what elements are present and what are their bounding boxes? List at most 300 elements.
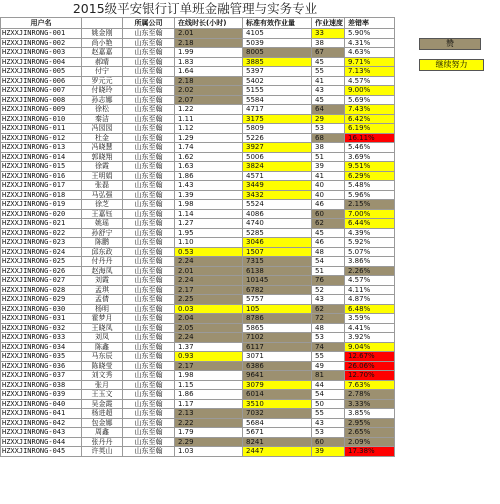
cell-company[interactable]: 山东至翰 [123, 428, 175, 438]
cell-username[interactable]: HZXXJINRONG-015 [1, 162, 82, 172]
cell-error-rate[interactable]: 7.43% [345, 105, 395, 115]
cell-online-hours[interactable]: 2.13 [175, 409, 243, 419]
cell-name[interactable]: 杨进超 [82, 409, 123, 419]
cell-error-rate[interactable]: 4.87% [345, 295, 395, 305]
cell-username[interactable]: HZXXJINRONG-038 [1, 380, 82, 390]
cell-standard-volume[interactable]: 5155 [243, 86, 312, 96]
cell-error-rate[interactable]: 4.57% [345, 276, 395, 286]
cell-standard-volume[interactable]: 3927 [243, 143, 312, 153]
cell-standard-volume[interactable]: 3449 [243, 181, 312, 191]
cell-standard-volume[interactable]: 8241 [243, 437, 312, 447]
cell-error-rate[interactable]: 5.48% [345, 181, 395, 191]
cell-company[interactable]: 山东至翰 [123, 333, 175, 343]
cell-speed[interactable]: 68 [312, 133, 345, 143]
cell-online-hours[interactable]: 2.29 [175, 437, 243, 447]
cell-name[interactable]: 陈鹏 [82, 238, 123, 248]
cell-error-rate[interactable]: 2.26% [345, 266, 395, 276]
cell-username[interactable]: HZXXJINRONG-001 [1, 29, 82, 39]
cell-username[interactable]: HZXXJINRONG-022 [1, 228, 82, 238]
cell-speed[interactable]: 41 [312, 171, 345, 181]
cell-online-hours[interactable]: 1.95 [175, 228, 243, 238]
cell-online-hours[interactable]: 2.24 [175, 276, 243, 286]
cell-name[interactable]: 赵嘉嘉 [82, 48, 123, 58]
cell-company[interactable]: 山东至翰 [123, 190, 175, 200]
cell-company[interactable]: 山东至翰 [123, 57, 175, 67]
cell-company[interactable]: 山东至翰 [123, 76, 175, 86]
cell-standard-volume[interactable]: 7315 [243, 257, 312, 267]
cell-name[interactable]: 姚金刚 [82, 29, 123, 39]
cell-name[interactable]: 刘凤 [82, 333, 123, 343]
cell-username[interactable]: HZXXJINRONG-011 [1, 124, 82, 134]
cell-error-rate[interactable]: 3.85% [345, 409, 395, 419]
cell-standard-volume[interactable]: 9641 [243, 371, 312, 381]
cell-name[interactable]: 孙舒宁 [82, 228, 123, 238]
cell-company[interactable]: 山东至翰 [123, 361, 175, 371]
cell-speed[interactable]: 55 [312, 409, 345, 419]
header-online-hours[interactable]: 在线时长(小时) [175, 18, 243, 29]
cell-company[interactable]: 山东至翰 [123, 447, 175, 457]
cell-online-hours[interactable]: 1.37 [175, 342, 243, 352]
cell-name[interactable]: 马东辰 [82, 352, 123, 362]
cell-error-rate[interactable]: 5.69% [345, 95, 395, 105]
cell-name[interactable]: 冯晓慧 [82, 143, 123, 153]
cell-error-rate[interactable]: 4.31% [345, 38, 395, 48]
cell-name[interactable]: 郭晓翔 [82, 152, 123, 162]
cell-name[interactable]: 尚小艳 [82, 38, 123, 48]
cell-online-hours[interactable]: 1.43 [175, 181, 243, 191]
cell-error-rate[interactable]: 2.65% [345, 428, 395, 438]
cell-error-rate[interactable]: 9.00% [345, 86, 395, 96]
cell-name[interactable]: 刘霞 [82, 276, 123, 286]
cell-standard-volume[interactable]: 1507 [243, 247, 312, 257]
cell-company[interactable]: 山东至翰 [123, 276, 175, 286]
cell-standard-volume[interactable]: 5285 [243, 228, 312, 238]
cell-username[interactable]: HZXXJINRONG-032 [1, 323, 82, 333]
cell-online-hours[interactable]: 2.25 [175, 295, 243, 305]
cell-speed[interactable]: 48 [312, 247, 345, 257]
cell-online-hours[interactable]: 1.62 [175, 152, 243, 162]
cell-standard-volume[interactable]: 4740 [243, 219, 312, 229]
cell-name[interactable]: 孙志娜 [82, 95, 123, 105]
cell-speed[interactable]: 49 [312, 361, 345, 371]
cell-speed[interactable]: 44 [312, 380, 345, 390]
cell-company[interactable]: 山东至翰 [123, 114, 175, 124]
cell-speed[interactable]: 43 [312, 86, 345, 96]
header-company[interactable]: 所属公司 [123, 18, 175, 29]
cell-name[interactable]: 付丹丹 [82, 257, 123, 267]
cell-username[interactable]: HZXXJINRONG-036 [1, 361, 82, 371]
cell-company[interactable]: 山东至翰 [123, 86, 175, 96]
cell-company[interactable]: 山东至翰 [123, 342, 175, 352]
header-username[interactable]: 用户名 [1, 18, 82, 29]
cell-online-hours[interactable]: 1.86 [175, 171, 243, 181]
cell-online-hours[interactable]: 1.63 [175, 162, 243, 172]
cell-username[interactable]: HZXXJINRONG-012 [1, 133, 82, 143]
cell-speed[interactable]: 46 [312, 200, 345, 210]
cell-company[interactable]: 山东至翰 [123, 29, 175, 39]
cell-name[interactable]: 付晓玲 [82, 86, 123, 96]
cell-name[interactable]: 张磊 [82, 181, 123, 191]
cell-name[interactable]: 郝晴 [82, 57, 123, 67]
cell-username[interactable]: HZXXJINRONG-010 [1, 114, 82, 124]
cell-username[interactable]: HZXXJINRONG-028 [1, 285, 82, 295]
cell-name[interactable]: 陈晓莹 [82, 361, 123, 371]
cell-name[interactable]: 许英山 [82, 447, 123, 457]
cell-company[interactable]: 山东至翰 [123, 181, 175, 191]
cell-standard-volume[interactable]: 5402 [243, 76, 312, 86]
cell-online-hours[interactable]: 1.12 [175, 124, 243, 134]
cell-company[interactable]: 山东至翰 [123, 200, 175, 210]
header-name[interactable] [82, 18, 123, 29]
cell-username[interactable]: HZXXJINRONG-037 [1, 371, 82, 381]
cell-name[interactable]: 王明娟 [82, 171, 123, 181]
cell-name[interactable]: 孟倩 [82, 295, 123, 305]
cell-speed[interactable]: 55 [312, 352, 345, 362]
cell-username[interactable]: HZXXJINRONG-029 [1, 295, 82, 305]
cell-error-rate[interactable]: 6.19% [345, 124, 395, 134]
cell-speed[interactable]: 43 [312, 295, 345, 305]
cell-speed[interactable]: 74 [312, 342, 345, 352]
cell-username[interactable]: HZXXJINRONG-040 [1, 399, 82, 409]
cell-online-hours[interactable]: 2.18 [175, 38, 243, 48]
cell-username[interactable]: HZXXJINRONG-009 [1, 105, 82, 115]
cell-company[interactable]: 山东至翰 [123, 390, 175, 400]
cell-standard-volume[interactable]: 7032 [243, 409, 312, 419]
cell-speed[interactable]: 60 [312, 209, 345, 219]
cell-company[interactable]: 山东至翰 [123, 409, 175, 419]
cell-standard-volume[interactable]: 5584 [243, 95, 312, 105]
cell-error-rate[interactable]: 4.11% [345, 285, 395, 295]
cell-company[interactable]: 山东至翰 [123, 437, 175, 447]
cell-standard-volume[interactable]: 5757 [243, 295, 312, 305]
cell-standard-volume[interactable]: 8005 [243, 48, 312, 58]
cell-company[interactable]: 山东至翰 [123, 418, 175, 428]
cell-username[interactable]: HZXXJINRONG-042 [1, 418, 82, 428]
cell-username[interactable]: HZXXJINRONG-021 [1, 219, 82, 229]
cell-company[interactable]: 山东至翰 [123, 209, 175, 219]
cell-username[interactable]: HZXXJINRONG-014 [1, 152, 82, 162]
cell-company[interactable]: 山东至翰 [123, 133, 175, 143]
cell-name[interactable]: 冯园园 [82, 124, 123, 134]
cell-username[interactable]: HZXXJINRONG-008 [1, 95, 82, 105]
cell-error-rate[interactable]: 4.57% [345, 76, 395, 86]
cell-standard-volume[interactable]: 5809 [243, 124, 312, 134]
cell-username[interactable]: HZXXJINRONG-006 [1, 76, 82, 86]
cell-name[interactable]: 徐松 [82, 105, 123, 115]
cell-online-hours[interactable]: 1.14 [175, 209, 243, 219]
cell-online-hours[interactable]: 1.10 [175, 238, 243, 248]
cell-error-rate[interactable]: 4.41% [345, 323, 395, 333]
cell-username[interactable]: HZXXJINRONG-005 [1, 67, 82, 77]
cell-standard-volume[interactable]: 4717 [243, 105, 312, 115]
cell-standard-volume[interactable]: 4105 [243, 29, 312, 39]
cell-name[interactable]: 周鑫 [82, 428, 123, 438]
cell-online-hours[interactable]: 1.64 [175, 67, 243, 77]
cell-standard-volume[interactable]: 5684 [243, 418, 312, 428]
cell-username[interactable]: HZXXJINRONG-016 [1, 171, 82, 181]
cell-online-hours[interactable]: 2.22 [175, 418, 243, 428]
cell-name[interactable]: 徐霞 [82, 162, 123, 172]
cell-online-hours[interactable]: 2.02 [175, 86, 243, 96]
cell-standard-volume[interactable]: 5006 [243, 152, 312, 162]
cell-error-rate[interactable]: 5.92% [345, 238, 395, 248]
cell-name[interactable]: 霍梦月 [82, 314, 123, 324]
cell-standard-volume[interactable]: 6386 [243, 361, 312, 371]
cell-online-hours[interactable]: 1.79 [175, 428, 243, 438]
cell-standard-volume[interactable]: 3824 [243, 162, 312, 172]
cell-standard-volume[interactable]: 5039 [243, 38, 312, 48]
cell-name[interactable]: 邱东政 [82, 247, 123, 257]
cell-standard-volume[interactable]: 3432 [243, 190, 312, 200]
cell-company[interactable]: 山东至翰 [123, 143, 175, 153]
cell-company[interactable]: 山东至翰 [123, 247, 175, 257]
cell-username[interactable]: HZXXJINRONG-026 [1, 266, 82, 276]
cell-online-hours[interactable]: 1.11 [175, 114, 243, 124]
cell-company[interactable]: 山东至翰 [123, 219, 175, 229]
cell-speed[interactable]: 45 [312, 228, 345, 238]
cell-name[interactable]: 张月 [82, 380, 123, 390]
cell-standard-volume[interactable]: 5671 [243, 428, 312, 438]
cell-online-hours[interactable]: 1.29 [175, 133, 243, 143]
cell-company[interactable]: 山东至翰 [123, 323, 175, 333]
cell-speed[interactable]: 67 [312, 48, 345, 58]
cell-company[interactable]: 山东至翰 [123, 238, 175, 248]
cell-error-rate[interactable]: 2.15% [345, 200, 395, 210]
cell-speed[interactable]: 54 [312, 257, 345, 267]
cell-speed[interactable]: 81 [312, 371, 345, 381]
cell-online-hours[interactable]: 1.74 [175, 143, 243, 153]
cell-online-hours[interactable]: 1.15 [175, 380, 243, 390]
header-speed[interactable]: 作业速度 [312, 18, 345, 29]
cell-speed[interactable]: 55 [312, 67, 345, 77]
cell-name[interactable]: 刘文秀 [82, 371, 123, 381]
cell-online-hours[interactable]: 2.24 [175, 333, 243, 343]
cell-speed[interactable]: 29 [312, 114, 345, 124]
cell-company[interactable]: 山东至翰 [123, 371, 175, 381]
cell-speed[interactable]: 54 [312, 390, 345, 400]
cell-error-rate[interactable]: 4.63% [345, 48, 395, 58]
cell-standard-volume[interactable]: 5865 [243, 323, 312, 333]
cell-speed[interactable]: 40 [312, 181, 345, 191]
cell-error-rate[interactable]: 6.44% [345, 219, 395, 229]
cell-speed[interactable]: 38 [312, 38, 345, 48]
cell-error-rate[interactable]: 4.39% [345, 228, 395, 238]
cell-company[interactable]: 山东至翰 [123, 105, 175, 115]
cell-error-rate[interactable]: 6.42% [345, 114, 395, 124]
cell-speed[interactable]: 40 [312, 190, 345, 200]
cell-username[interactable]: HZXXJINRONG-031 [1, 314, 82, 324]
cell-speed[interactable]: 41 [312, 76, 345, 86]
cell-online-hours[interactable]: 2.05 [175, 323, 243, 333]
cell-company[interactable]: 山东至翰 [123, 352, 175, 362]
cell-error-rate[interactable]: 12.70% [345, 371, 395, 381]
cell-standard-volume[interactable]: 6117 [243, 342, 312, 352]
cell-online-hours[interactable]: 2.17 [175, 285, 243, 295]
cell-online-hours[interactable]: 1.83 [175, 57, 243, 67]
legend-keep-trying[interactable]: 继续努力 [419, 59, 484, 71]
cell-company[interactable]: 山东至翰 [123, 48, 175, 58]
cell-name[interactable]: 孟琪 [82, 285, 123, 295]
cell-online-hours[interactable]: 0.53 [175, 247, 243, 257]
cell-name[interactable]: 付宁 [82, 67, 123, 77]
cell-error-rate[interactable]: 3.59% [345, 314, 395, 324]
cell-standard-volume[interactable]: 3071 [243, 352, 312, 362]
cell-username[interactable]: HZXXJINRONG-013 [1, 143, 82, 153]
cell-online-hours[interactable]: 1.98 [175, 200, 243, 210]
cell-standard-volume[interactable]: 7102 [243, 333, 312, 343]
cell-company[interactable]: 山东至翰 [123, 314, 175, 324]
cell-name[interactable]: 杨明 [82, 304, 123, 314]
cell-username[interactable]: HZXXJINRONG-041 [1, 409, 82, 419]
cell-error-rate[interactable]: 26.06% [345, 361, 395, 371]
cell-username[interactable]: HZXXJINRONG-023 [1, 238, 82, 248]
cell-error-rate[interactable]: 7.13% [345, 67, 395, 77]
cell-name[interactable]: 姚瑶 [82, 219, 123, 229]
cell-speed[interactable]: 39 [312, 447, 345, 457]
cell-username[interactable]: HZXXJINRONG-025 [1, 257, 82, 267]
cell-error-rate[interactable]: 5.96% [345, 190, 395, 200]
cell-online-hours[interactable]: 0.93 [175, 352, 243, 362]
cell-company[interactable]: 山东至翰 [123, 152, 175, 162]
cell-speed[interactable]: 48 [312, 323, 345, 333]
cell-speed[interactable]: 64 [312, 105, 345, 115]
cell-company[interactable]: 山东至翰 [123, 266, 175, 276]
cell-name[interactable]: 吴金霞 [82, 399, 123, 409]
cell-username[interactable]: HZXXJINRONG-035 [1, 352, 82, 362]
cell-username[interactable]: HZXXJINRONG-004 [1, 57, 82, 67]
cell-speed[interactable]: 51 [312, 266, 345, 276]
cell-error-rate[interactable]: 3.92% [345, 333, 395, 343]
cell-online-hours[interactable]: 2.17 [175, 361, 243, 371]
cell-standard-volume[interactable]: 4571 [243, 171, 312, 181]
cell-error-rate[interactable]: 2.78% [345, 390, 395, 400]
cell-standard-volume[interactable]: 6138 [243, 266, 312, 276]
cell-standard-volume[interactable]: 4086 [243, 209, 312, 219]
cell-error-rate[interactable]: 17.38% [345, 447, 395, 457]
cell-username[interactable]: HZXXJINRONG-030 [1, 304, 82, 314]
cell-online-hours[interactable]: 2.01 [175, 29, 243, 39]
cell-speed[interactable]: 53 [312, 428, 345, 438]
cell-username[interactable]: HZXXJINRONG-018 [1, 190, 82, 200]
cell-company[interactable]: 山东至翰 [123, 95, 175, 105]
cell-name[interactable]: 秦洁 [82, 114, 123, 124]
cell-error-rate[interactable]: 9.04% [345, 342, 395, 352]
cell-standard-volume[interactable]: 3079 [243, 380, 312, 390]
cell-username[interactable]: HZXXJINRONG-034 [1, 342, 82, 352]
cell-error-rate[interactable]: 6.48% [345, 304, 395, 314]
cell-standard-volume[interactable]: 5397 [243, 67, 312, 77]
cell-error-rate[interactable]: 5.90% [345, 29, 395, 39]
cell-company[interactable]: 山东至翰 [123, 257, 175, 267]
cell-online-hours[interactable]: 0.03 [175, 304, 243, 314]
cell-company[interactable]: 山东至翰 [123, 380, 175, 390]
cell-online-hours[interactable]: 1.39 [175, 190, 243, 200]
cell-error-rate[interactable]: 2.95% [345, 418, 395, 428]
cell-standard-volume[interactable]: 3046 [243, 238, 312, 248]
cell-speed[interactable]: 53 [312, 333, 345, 343]
cell-online-hours[interactable]: 1.86 [175, 390, 243, 400]
cell-speed[interactable]: 38 [312, 143, 345, 153]
cell-name[interactable]: 马弘强 [82, 190, 123, 200]
cell-standard-volume[interactable]: 105 [243, 304, 312, 314]
cell-speed[interactable]: 72 [312, 314, 345, 324]
cell-online-hours[interactable]: 1.98 [175, 371, 243, 381]
cell-standard-volume[interactable]: 5524 [243, 200, 312, 210]
cell-name[interactable]: 杜金 [82, 133, 123, 143]
cell-name[interactable]: 王嘉钰 [82, 209, 123, 219]
cell-username[interactable]: HZXXJINRONG-017 [1, 181, 82, 191]
cell-online-hours[interactable]: 2.18 [175, 76, 243, 86]
cell-error-rate[interactable]: 5.07% [345, 247, 395, 257]
cell-standard-volume[interactable]: 3510 [243, 399, 312, 409]
cell-company[interactable]: 山东至翰 [123, 295, 175, 305]
cell-standard-volume[interactable]: 6782 [243, 285, 312, 295]
cell-speed[interactable]: 51 [312, 152, 345, 162]
cell-speed[interactable]: 33 [312, 29, 345, 39]
legend-praise[interactable]: 赞 [419, 38, 481, 50]
cell-username[interactable]: HZXXJINRONG-019 [1, 200, 82, 210]
cell-company[interactable]: 山东至翰 [123, 124, 175, 134]
cell-name[interactable]: 赵海凤 [82, 266, 123, 276]
cell-online-hours[interactable]: 1.27 [175, 219, 243, 229]
cell-name[interactable]: 王晓凤 [82, 323, 123, 333]
header-standard-volume[interactable]: 标准有效作业量 [243, 18, 312, 29]
cell-online-hours[interactable]: 1.99 [175, 48, 243, 58]
cell-error-rate[interactable]: 7.00% [345, 209, 395, 219]
cell-standard-volume[interactable]: 3885 [243, 57, 312, 67]
cell-error-rate[interactable]: 16.11% [345, 133, 395, 143]
cell-standard-volume[interactable]: 10145 [243, 276, 312, 286]
cell-standard-volume[interactable]: 6014 [243, 390, 312, 400]
cell-speed[interactable]: 52 [312, 285, 345, 295]
cell-name[interactable]: 罗元元 [82, 76, 123, 86]
header-error-rate[interactable]: 差错率 [345, 18, 395, 29]
cell-online-hours[interactable]: 2.04 [175, 314, 243, 324]
cell-name[interactable]: 王玉文 [82, 390, 123, 400]
cell-company[interactable]: 山东至翰 [123, 399, 175, 409]
cell-company[interactable]: 山东至翰 [123, 228, 175, 238]
cell-speed[interactable]: 62 [312, 219, 345, 229]
cell-error-rate[interactable]: 9.71% [345, 57, 395, 67]
cell-error-rate[interactable]: 12.67% [345, 352, 395, 362]
cell-speed[interactable]: 60 [312, 437, 345, 447]
cell-username[interactable]: HZXXJINRONG-007 [1, 86, 82, 96]
cell-error-rate[interactable]: 3.69% [345, 152, 395, 162]
cell-name[interactable]: 包金娜 [82, 418, 123, 428]
cell-error-rate[interactable]: 6.29% [345, 171, 395, 181]
cell-online-hours[interactable]: 1.22 [175, 105, 243, 115]
cell-username[interactable]: HZXXJINRONG-033 [1, 333, 82, 343]
cell-speed[interactable]: 39 [312, 162, 345, 172]
cell-error-rate[interactable]: 7.63% [345, 380, 395, 390]
cell-error-rate[interactable]: 3.86% [345, 257, 395, 267]
cell-company[interactable]: 山东至翰 [123, 38, 175, 48]
cell-online-hours[interactable]: 2.24 [175, 257, 243, 267]
cell-speed[interactable]: 53 [312, 124, 345, 134]
cell-speed[interactable]: 45 [312, 57, 345, 67]
cell-company[interactable]: 山东至翰 [123, 162, 175, 172]
cell-standard-volume[interactable]: 5226 [243, 133, 312, 143]
cell-name[interactable]: 陈鑫 [82, 342, 123, 352]
cell-name[interactable]: 徐芝 [82, 200, 123, 210]
cell-company[interactable]: 山东至翰 [123, 304, 175, 314]
cell-username[interactable]: HZXXJINRONG-003 [1, 48, 82, 58]
cell-speed[interactable]: 46 [312, 238, 345, 248]
cell-username[interactable]: HZXXJINRONG-045 [1, 447, 82, 457]
cell-standard-volume[interactable]: 3175 [243, 114, 312, 124]
cell-online-hours[interactable]: 1.03 [175, 447, 243, 457]
cell-username[interactable]: HZXXJINRONG-039 [1, 390, 82, 400]
